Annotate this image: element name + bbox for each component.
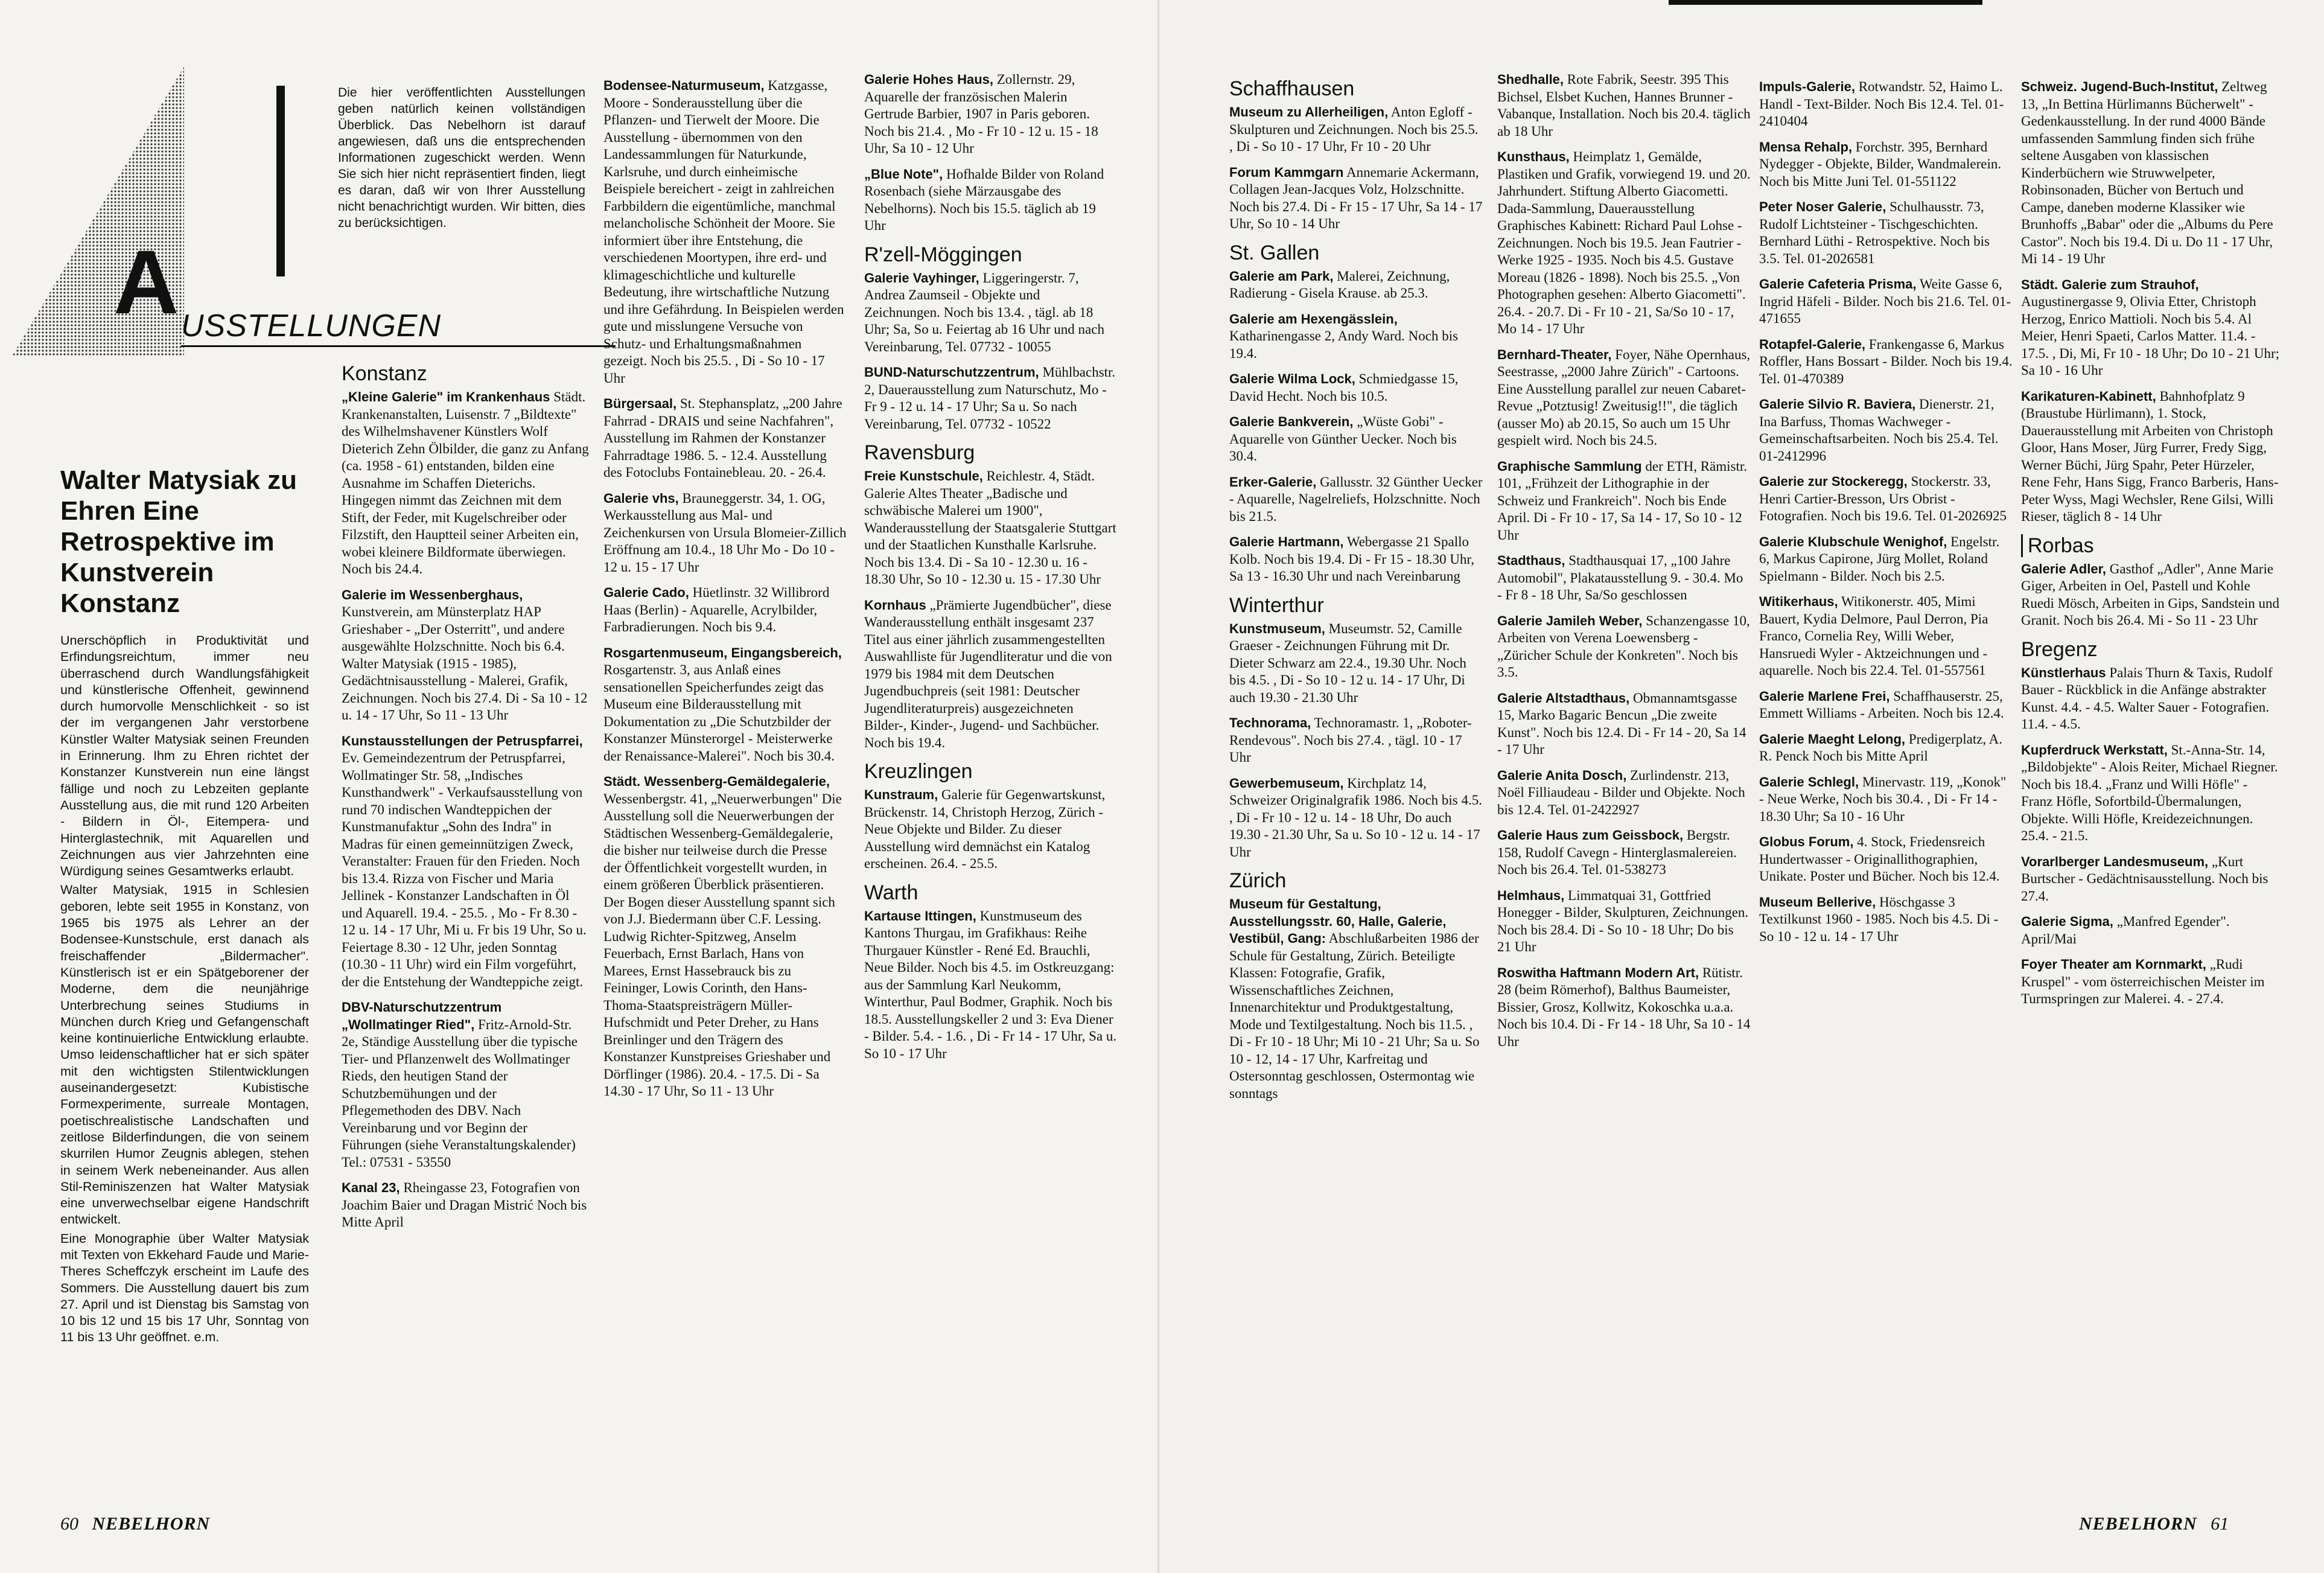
listing-text: Brauneggerstr. 34, 1. OG, Werkausstellung aus Mal- und Zeichenkursen von Ursula Blomeier-Zillich Eröffnung am 10.4., 18 Uhr Mo - Do 10 - 12 u. 15 - 17 Uhr	[603, 490, 847, 575]
listings-column-1	[342, 356, 589, 1240]
city-heading: Bregenz	[2021, 637, 2098, 661]
listings-column-7	[2021, 78, 2281, 1016]
listing-entry	[1759, 396, 2013, 465]
listing-text: Schanzengasse 10, Arbeiten von Verena Loewensberg - „Züricher Schule der Konkreten". Noch bis 3.5.	[1497, 613, 1750, 680]
listing-text: Kirchplatz 14, Schweizer Originalgrafik 1986. Noch bis 4.5. , Di - Fr 10 - 12 u. 14 - 18 Uhr, Do auch 19.30 - 21.30 Uhr, Sa u. So 10 - 12 u. 14 - 17 Uhr	[1229, 775, 1483, 860]
venue-name: Galerie Anita Dosch,	[1497, 767, 1627, 783]
venue-name: Galerie Wilma Lock,	[1229, 371, 1355, 386]
listing-text: Kunstmuseum des Kantons Thurgau, im Grafikhaus: Reihe Thurgauer Künstler - René Ed. Brauchli, Neue Bilder. Noch bis 4.5. im Ostkreuzgang: aus der Sammlung Karl Neukomm, Winterthur, Paul Bodmer, Graphik. Noch bis 18.5. Ausstellungskeller 2 und 3: Eva Diener - Bilder. 5.4. - 1.6. , Di - Fr 14 - 17 Uhr, Sa u. So 10 - 17 Uhr	[864, 908, 1117, 1061]
venue-name: Shedhalle,	[1497, 72, 1564, 87]
venue-name: Galerie Cafeteria Prisma,	[1759, 276, 1917, 292]
listing-entry	[1759, 139, 2013, 191]
venue-name: Galerie vhs,	[603, 490, 679, 506]
listing-entry	[864, 71, 1118, 158]
listing-entry	[2021, 742, 2281, 845]
listings-column-6	[1759, 78, 2013, 954]
listing-text: „Manfred Egender". April/Mai	[2021, 914, 2230, 946]
city-heading: Winterthur	[1229, 593, 1324, 617]
venue-name: Kunsthaus,	[1497, 149, 1570, 164]
listings-column-2	[603, 77, 848, 1109]
listing-entry	[1497, 887, 1751, 956]
listing-text: Malerei, Zeichnung, Radierung - Gisela Krause. ab 25.3.	[1229, 268, 1450, 301]
listing-entry	[1229, 621, 1483, 707]
article-paragraph: Walter Matysiak, 1915 in Schlesien geboren, lebte seit 1955 in Konstanz, von 1965 bis 1975 als Lehrer an der Bodensee-Kunstschule, erst danach als freischaffender „Bildermacher". Künstlerisch ist er ein Spätgeborener der Moderne, dem die neunjährige Unterbrechung seines Studiums in München durch Krieg und Gefangenschaft keine kontinuierliche Entwicklung erlaubte. Umso leidenschaftlicher hat er sich später mit den wichtigsten Stilentwicklungen auseinandergesetzt: Kubistische Formexperimente, surreale Montagen, poetischrealistische Landschaften und zeitlose Bilderfindungen, die von seinem skurrilen Humor Zeugnis ablegen, stehen in seinem Werk nebeneinander. Aus allen Stil-Reminiszenzen hat Walter Matysiak eine unverwechselbar eigene Handschrift entwickelt.	[60, 882, 309, 1227]
listing-text: Foyer, Nähe Opernhaus, Seestrasse, „2000 Jahre Zürich" - Cartoons. Eine Ausstellung parallel zur neuen Cabaret-Revue „Potztusig! Zweitusig!!", die täglich (ausser Mo) ab 20.15, So auch um 15 Uhr gespielt wird. Noch bis 24.5.	[1497, 346, 1751, 448]
venue-name: Kupferdruck Werkstatt,	[2021, 742, 2168, 758]
listing-entry	[1497, 346, 1751, 450]
listing-entry	[342, 1179, 589, 1231]
vertical-rule	[276, 86, 285, 276]
listing-entry	[1497, 552, 1751, 604]
venue-name: Galerie Silvio R. Baviera,	[1759, 397, 1916, 412]
listing-text: Reichlestr. 4, Städt. Galerie Altes Theater „Badische und schwäbische Malerei um 1900", Wanderausstellung der Staatsgalerie Stuttgart und der Staatlichen Kunsthalle Karlsruhe. Noch bis 13.4. Di - Sa 10 - 12.30 u. 16 - 18.30 Uhr, So 10 - 12.30 u. 15 - 17.30 Uhr	[864, 468, 1116, 587]
listing-entry	[342, 733, 589, 991]
left-page-footer	[60, 1514, 210, 1534]
listings-column-5	[1497, 71, 1751, 1059]
venue-name: Museum zu Allerheiligen,	[1229, 104, 1389, 120]
venue-name: Freie Kunstschule,	[864, 468, 983, 483]
venue-name: Erker-Galerie,	[1229, 474, 1317, 490]
listing-entry	[1229, 164, 1483, 233]
magazine-name: NEBELHORN	[92, 1514, 211, 1534]
listing-entry	[1497, 767, 1751, 819]
listing-text: Abschlußarbeiten 1986 der Schule für Gestaltung, Zürich. Beteiligte Klassen: Fotografie, Grafik, Wissenschaftliches Zeichnen, Innenarchitektur und Produktgestaltung, Mode und Textilgestaltung. Noch bis 11.5. , Di - Fr 10 - 18 Uhr; Mi 10 - 21 Uhr; Sa u. So 10 - 12, 14 - 17 Uhr, Karfreitag und Ostersonntag geschlossen, Ostermontag wie sonntags	[1229, 931, 1480, 1101]
listing-entry	[1229, 413, 1483, 465]
city-heading: St. Gallen	[1229, 241, 1320, 264]
listing-entry	[2021, 956, 2281, 1008]
listing-entry	[864, 468, 1118, 589]
listing-text: Schmiedgasse 15, David Hecht. Noch bis 10.5.	[1229, 371, 1459, 404]
right-page	[1162, 0, 2324, 1573]
listing-entry	[1497, 458, 1751, 544]
listing-entry	[1759, 774, 2013, 826]
listing-text: Schaffhauserstr. 25, Emmett Williams - Arbeiten. Noch bis 12.4.	[1759, 688, 2004, 721]
listing-entry	[1759, 534, 2013, 585]
section-title: USSTELLUNGEN	[181, 308, 441, 343]
venue-name: DBV-Naturschutzzentrum „Wollmatinger Ried",	[342, 1000, 502, 1032]
listing-text: Gallusstr. 32 Günther Uecker - Aquarelle, Nagelreliefs, Holzschnitte. Noch bis 21.5.	[1229, 474, 1483, 524]
listing-text: Minervastr. 119, „Konok" - Neue Werke, Noch bis 30.4. , Di - Fr 14 - 18.30 Uhr; Sa 10 - 16 Uhr	[1759, 774, 2007, 824]
listing-entry	[1229, 104, 1483, 156]
intro-note: Die hier veröffentlichten Ausstellungen geben natürlich keinen vollständigen Überblick. Das Nebelhorn ist darauf angewiesen, daß uns die entsprechenden Informationen zugeschickt werden. Wenn Sie sich hier nicht repräsentiert finden, liegt es daran, daß wir von Ihrer Ausstellung nicht benachrichtigt wurden. Wir bitten, dies zu berücksichtigen.	[338, 86, 585, 230]
venue-name: Bodensee-Naturmuseum,	[603, 78, 765, 93]
listing-text: Bahnhofplatz 9 (Braustube Hürlimann), 1. Stock, Dauerausstellung mit Arbeiten von Christoph Gloor, Hans Moser, Jürg Furrer, Fredy Sigg, Werner Büchi, Jürg Spahr, Peter Hürzeler, Rene Fehr, Hans Sigg, Franco Barberis, Hans-Peter Wyss, Magi Wechsler, Rene Gilsi, Willi Rieser, täglich 8 - 14 Uhr	[2021, 388, 2279, 524]
listing-text: Galerie für Gegenwartskunst, Brückenstr. 14, Christoph Herzog, Zürich - Neue Objekte und Bilder. Zu dieser Ausstellung wird demnächst ein Katalog erscheinen. 26.4. - 25.5.	[864, 787, 1106, 871]
listing-entry	[1229, 268, 1483, 302]
listing-entry	[2021, 388, 2281, 526]
listing-text: Rheingasse 23, Fotografien von Joachim Baier und Dragan Mistrić Noch bis Mitte April	[342, 1180, 587, 1230]
venue-name: Städt. Wessenberg-Gemäldegalerie,	[603, 774, 830, 789]
venue-name: Bernhard-Theater,	[1497, 346, 1612, 362]
listing-text: Zeltweg 13, „In Bettina Hürlimanns Bücherwelt" - Gedenkausstellung. In der rund 4000 Bände umfassenden Sammlung finden sich frühe seltene Ausgaben von klassischen Kinderbüchern wie Struwwelpeter, Robinsonaden, Bücher von Bertuch und Campe, daneben moderne Klassiker wie Brunhoffs „Babar" oder die „Albums du Pere Castor". Noch bis 19.4. Di u. Do 11 - 17 Uhr, Mi 14 - 19 Uhr	[2021, 79, 2273, 266]
listing-text: Engelstr. 6, Markus Capirone, Jürg Mollet, Roland Spielmann - Bilder. Noch bis 2.5.	[1759, 534, 2000, 584]
listing-text: Wessenbergstr. 41, „Neuerwerbungen" Die Ausstellung soll die Neuerwerbungen der Städtischen Wessenberg-Gemäldegalerie, die bisher nur teilweise durch die Presse der Öffentlichkeit vorgestellt wurden, in einem größeren Überblick präsentieren. Der Bogen dieser Ausstellung spannt sich von J.J. Biedermann über C.F. Lessing. Ludwig Richter-Spitzweg, Anselm Feuerbach, Ernst Barlach, Hans von Marees, Ernst Hassebrauck bis zu Feininger, Lowis Corinth, den Hans-Thoma-Staatspreisträgern Müller-Hufschmidt und Peter Dreher, zu Hans Breinlinger und den Trägern des Konstanzer Kunstpreises Grieshaber und Dörflinger (1986). 20.4. - 17.5. Di - Sa 14.30 - 17 Uhr, So 11 - 13 Uhr	[603, 791, 842, 1099]
venue-name: Globus Forum,	[1759, 834, 1854, 849]
venue-name: Galerie im Wessenberghaus,	[342, 587, 523, 602]
listing-entry	[1759, 78, 2013, 130]
listing-text: Obmannamtsgasse 15, Marko Bagaric Bencun „Die zweite Kunst". Noch bis 12.4. Di - Fr 14 - 20, Sa 14 - 17 Uhr	[1497, 690, 1746, 757]
listing-text: Limmatquai 31, Gottfried Honegger - Bilder, Skulpturen, Zeichnungen. Noch bis 28.4. Di - So 10 - 18 Uhr; Do bis 21 Uhr	[1497, 887, 1749, 954]
listing-text: Stadthausquai 17, „100 Jahre Automobil", Plakatausstellung 9. - 30.4. Mo - Fr 8 - 18 Uhr, Sa/So geschlossen	[1497, 553, 1743, 602]
listing-entry	[2021, 665, 2281, 733]
listing-text: Rosgartenstr. 3, aus Anlaß eines sensationellen Speicherfundes zeigt das Museum eine Bilderausstellung mit Dokumentation zu „Die Schutzbilder der Konstanzer Münsterorgel - Meisterwerke der Renaissance-Malerei". Noch bis 30.4.	[603, 662, 835, 764]
right-page-footer	[2079, 1514, 2229, 1534]
listing-text: Zollernstr. 29, Aquarelle der französischen Malerin Gertrude Barbier, 1907 in Paris geboren. Noch bis 21.4. , Mo - Fr 10 - 12 u. 15 - 18 Uhr, Sa 10 - 12 Uhr	[864, 72, 1098, 156]
city-heading: Kreuzlingen	[864, 760, 973, 783]
listing-text: Technoramastr. 1, „Roboter-Rendevous". Noch bis 27.4. , tägl. 10 - 17 Uhr	[1229, 715, 1472, 765]
venue-name: Rotapfel-Galerie,	[1759, 336, 1866, 352]
article-paragraph: Eine Monographie über Walter Matysiak mit Texten von Ekkehard Faude und Marie-Theres Scheffczyk erscheint im Laufe des Sommers. Die Ausstellung dauert bis zum 27. April und ist Dienstag bis Samstag von 10 bis 12 und 15 bis 17 Uhr, Sonntag von 11 bis 13 Uhr geöffnet. e.m.	[60, 1231, 309, 1345]
venue-name: „Blue Note",	[864, 166, 943, 182]
listing-entry	[1759, 336, 2013, 388]
listing-entry	[603, 773, 848, 1100]
page-number: 60	[60, 1514, 78, 1534]
venue-name: Karikaturen-Kabinett,	[2021, 388, 2156, 404]
venue-name: Galerie Hohes Haus,	[864, 72, 993, 87]
listing-text: der ETH, Rämistr. 101, „Frühzeit der Lithographie in der Schweiz und Frankreich". Noch bis Ende April. Di - Fr 10 - 17, Sa 14 - 17, So 10 - 12 Uhr	[1497, 458, 1748, 543]
listing-text: „Kurt Burtscher - Gedächtnisausstellung. Noch bis 27.4.	[2021, 854, 2268, 904]
listing-text: Rütistr. 28 (beim Römerhof), Balthus Baumeister, Bissier, Grosz, Kollwitz, Kokoschka u.a.a. Noch bis 10.4. Di - Fr 14 - 18 Uhr, Sa 10 - 14 Uhr	[1497, 965, 1751, 1049]
listing-entry	[1759, 473, 2013, 525]
listing-entry	[1759, 834, 2013, 885]
venue-name: Galerie Klubschule Wenighof,	[1759, 534, 1947, 549]
listing-entry	[1229, 311, 1483, 363]
listing-entry	[1759, 731, 2013, 765]
venue-name: Galerie Haus zum Geissbock,	[1497, 828, 1684, 843]
article-headline: Walter Matysiak zu Ehren Eine Retrospektive im Kunstverein Konstanz	[60, 465, 298, 618]
listing-entry	[603, 77, 848, 387]
listing-entry	[1497, 965, 1751, 1051]
venue-name: Galerie Jamileh Weber,	[1497, 613, 1643, 628]
venue-name: Helmhaus,	[1497, 887, 1565, 903]
listing-entry	[1229, 775, 1483, 861]
city-heading: Warth	[864, 881, 918, 904]
venue-name: Kanal 23,	[342, 1180, 400, 1195]
venue-name: Kunstmuseum,	[1229, 621, 1325, 636]
listing-text: 4. Stock, Friedensreich Hundertwasser - Originallithographien, Unikate. Poster und Bücher. Noch bis 12.4.	[1759, 834, 2000, 884]
listing-entry	[342, 587, 589, 724]
listing-text: Webergasse 21 Spallo Kolb. Noch bis 19.4. Di - Fr 15 - 18.30 Uhr, Sa 13 - 16.30 Uhr und nach Vereinbarung	[1229, 534, 1475, 584]
listing-text: Bergstr. 158, Rudolf Cavegn - Hinterglasmalereien. Noch bis 26.4. Tel. 01-538273	[1497, 828, 1737, 877]
listing-text: „Rudi Kruspel" - vom österreichischen Meister im Turmspringen zur Malerei. 4. - 27.4.	[2021, 957, 2265, 1006]
listing-entry	[1497, 148, 1751, 338]
listing-entry	[1229, 534, 1483, 585]
listing-entry	[1229, 371, 1483, 405]
listing-text: Hüetlinstr. 32 Willibrord Haas (Berlin) - Aquarelle, Acrylbilder, Farbradierungen. Noch bis 9.4.	[603, 585, 830, 634]
listing-entry	[2021, 561, 2281, 630]
venue-name: Technorama,	[1229, 715, 1311, 730]
listing-text: Predigerplatz, A. R. Penck Noch bis Mitte April	[1759, 731, 2003, 764]
listing-entry	[864, 597, 1118, 752]
listing-text: Rote Fabrik, Seestr. 395 This Bichsel, Elsbet Kuchen, Hannes Brunner - Vabanque, Installation. Noch bis 20.4. täglich ab 18 Uhr	[1497, 72, 1751, 139]
listing-text: Katzgasse, Moore - Sonderausstellung über die Pflanzen- und Tierwelt der Moore. Die Ausstellung - übernommen von den Landessammlungen für Naturkunde, Karlsruhe, und durch einheimische Beispiele bereichert - zeigt in zahlreichen Farbbildern die eigentümliche, manchmal melancholische Schönheit der Moore. Sie informiert über ihre Entstehung, die verschiedenen Moortypen, ihre erd- und klimageschichtliche und kulturelle Bedeutung, ihre wirtschaftliche Nutzung und ihre Gefährdung. In Beispielen werden gute und misslungene Versuche von Schutz- und Erhaltungsmaßnahmen gezeigt. Noch bis 25.5. , Di - So 10 - 17 Uhr	[603, 78, 844, 386]
article-paragraph: Unerschöpflich in Produktivität und Erfindungsreichtum, immer neu überraschend durch Wandlungsfähigkeit und künstlerische Offenheit, gewinnend durch humorvolle Menschlichkeit - so ist der im vergangenen Jahr verstorbene Künstler Walter Matysiak seinen Freunden in Erinnerung. Ihm zu Ehren richtet der Konstanzer Kunstverein nun eine längst fällige und noch zu Lebzeiten geplante Ausstellung aus, die mit rund 120 Arbeiten - Bildern in Öl-, Eitempera- und Hinterglastechnik, mit Aquarellen und Zeichnungen aus vier Jahrzehnten eine Würdigung seines Gesamtwerks erlaubt.	[60, 633, 309, 879]
city-heading: Schaffhausen	[1229, 77, 1355, 100]
venue-name: Impuls-Galerie,	[1759, 79, 1855, 94]
listing-entry	[1497, 827, 1751, 879]
venue-name: Künstlerhaus	[2021, 665, 2106, 680]
listing-text: Museumstr. 52, Camille Graeser - Zeichnungen Führung mit Dr. Dieter Schwarz am 22.4., 19.30 Uhr. Noch bis 4.5. , Di - So 10 - 12 u. 14 - 17 Uhr, Di auch 19.30 - 21.30 Uhr	[1229, 621, 1466, 705]
listing-entry	[2021, 276, 2281, 380]
listing-entry	[1229, 474, 1483, 526]
listing-entry	[1497, 613, 1751, 681]
venue-name: Galerie Maeght Lelong,	[1759, 731, 1906, 747]
venue-name: Kunstausstellungen der Petruspfarrei,	[342, 733, 583, 748]
venue-name: Kornhaus	[864, 597, 926, 613]
listing-entry	[603, 490, 848, 576]
listing-entry	[864, 364, 1118, 433]
venue-name: Stadthaus,	[1497, 553, 1565, 568]
city-heading: Zürich	[1229, 869, 1287, 892]
venue-name: Rosgartenmuseum, Eingangsbereich,	[603, 645, 842, 660]
listing-text: Weite Gasse 6, Ingrid Häfeli - Bilder. Noch bis 21.6. Tel. 01-471655	[1759, 276, 2011, 326]
listing-entry	[342, 999, 589, 1171]
listing-entry	[2021, 913, 2281, 948]
listing-text: „Prämierte Jugendbücher", diese Wanderausstellung enthält insgesamt 237 Titel aus einer jährlich zusammengestellten Auswahlliste für Jugendliteratur und die von 1979 bis 1984 mit dem Deutschen Jugendbuchpreis (seit 1981: Deutscher Jugendliteraturpreis) ausgezeichneten Bilder-, Kinder-, Jugend- und Sachbücher. Noch bis 19.4.	[864, 597, 1112, 750]
listing-entry	[1759, 894, 2013, 946]
listing-entry	[603, 645, 848, 765]
section-title-underline	[181, 345, 616, 347]
listing-text: Frankengasse 6, Markus Roffler, Hans Bossart - Bilder. Noch bis 19.4. Tel. 01-470389	[1759, 336, 2013, 386]
listing-text: „Wüste Gobi" - Aquarelle von Günther Uecker. Noch bis 30.4.	[1229, 414, 1457, 464]
venue-name: Foyer Theater am Kornmarkt,	[2021, 957, 2206, 972]
venue-name: Galerie Marlene Frei,	[1759, 688, 1890, 704]
city-heading: Ravensburg	[864, 441, 975, 464]
listing-text: Heimplatz 1, Gemälde, Plastiken und Grafik, vorwiegend 19. und 20. Jahrhundert. Stiftung Alberto Giacometti. Dada-Sammlung, Dauerausstellung Graphisches Kabinett: Richard Paul Lohse - Zeichnungen. Noch bis 19.5. Jean Fautrier - Werke 1925 - 1935. Noch bis 4.5. Gustave Moreau (1826 - 1898). Noch bis 25.5. „Von Photographen gesehen: Alberto Giacometti". 26.4. - 20.7. Di - Fr 10 - 21, Sa/So 10 - 17, Mo 14 - 17 Uhr	[1497, 149, 1751, 336]
listings-column-4	[1229, 71, 1483, 1111]
article-body	[60, 633, 309, 1348]
listing-text: Stockerstr. 33, Henri Cartier-Bresson, Urs Obrist - Fotografien. Noch bis 19.6. Tel. 01-2026925	[1759, 474, 2007, 523]
venue-name: „Kleine Galerie" im Krankenhaus	[342, 389, 550, 404]
venue-name: Kunstraum,	[864, 787, 938, 802]
listing-text: Hofhalde Bilder von Roland Rosenbach (siehe Märzausgabe des Nebelhorns). Noch bis 15.5. täglich ab 19 Uhr	[864, 166, 1104, 233]
listing-text: Schulhausstr. 73, Rudolf Lichtsteiner - Tischgeschichten. Bernhard Lüthi - Retrospektive. Noch bis 3.5. Tel. 01-2026581	[1759, 199, 1990, 266]
listing-text: St.-Anna-Str. 14, „Bildobjekte" - Alois Reiter, Michael Riegner. Noch bis 18.4. „Franz und Willi Höfle" - Franz Höfle, Sofortbild-Übermalungen, Objekte. Willi Höfle, Kreidezeichnungen. 25.4. - 21.5.	[2021, 742, 2278, 843]
venue-name: Gewerbemuseum,	[1229, 775, 1344, 791]
listing-entry	[2021, 78, 2281, 268]
city-heading: Konstanz	[342, 362, 427, 385]
venue-name: Forum Kammgarn	[1229, 164, 1344, 180]
venue-name: Galerie am Hexengässlein,	[1229, 311, 1398, 327]
listing-text: Palais Thurn & Taxis, Rudolf Bauer - Rückblick in die Anfänge abstrakter Kunst. 4.4. - 4.5. Walter Sauer - Fotografien. 11.4. - 4.5.	[2021, 665, 2273, 732]
listing-entry	[342, 389, 589, 578]
venue-name: Graphische Sammlung	[1497, 458, 1642, 474]
top-edge-mark	[1669, 0, 1982, 5]
city-heading: Rorbas	[2021, 534, 2281, 557]
venue-name: Kartause Ittingen,	[864, 908, 976, 924]
listing-text: Zurlindenstr. 213, Noël Filliaudeau - Bilder und Objekte. Noch bis 12.4. Tel. 01-2422927	[1497, 767, 1745, 817]
venue-name: Galerie Adler,	[2021, 561, 2107, 576]
venue-name: BUND-Naturschutzzentrum,	[864, 365, 1039, 380]
venue-name: Städt. Galerie zum Strauhof,	[2021, 276, 2199, 292]
venue-name: Galerie zur Stockeregg,	[1759, 474, 1908, 489]
listing-text: Augustinergasse 9, Olivia Etter, Christoph Herzog, Enrico Mattioli. Noch bis 5.4. Al Meier, Henri Spaeti, Carlos Matter. 11.4. - 17.5. , Di, Mi, Fr 10 - 18 Uhr; Do 10 - 21 Uhr; Sa 10 - 16 Uhr	[2021, 294, 2280, 378]
listing-text: Mühlbachstr. 2, Dauerausstellung zum Naturschutz, Mo - Fr 9 - 12 u. 14 - 17 Uhr; Sa u. So nach Vereinbarung, Tel. 07732 - 10522	[864, 365, 1116, 432]
city-heading: R'zell-Möggingen	[864, 243, 1022, 266]
listing-entry	[603, 395, 848, 482]
listing-text: Kunstverein, am Münsterplatz HAP Grieshaber - „Der Osterritt", und andere ausgewählte Holzschnitte. Noch bis 6.4. Walter Matysiak (1915 - 1985), Gedächtnisausstellung - Malerei, Grafik, Zeichnungen. Noch bis 27.4. Di - Sa 10 - 12 u. 14 - 17 Uhr, So 11 - 13 Uhr	[342, 604, 588, 723]
listing-text: Rotwandstr. 52, Haimo L. Handl - Text-Bilder. Noch Bis 12.4. Tel. 01-2410404	[1759, 79, 2004, 129]
listing-entry	[864, 166, 1118, 235]
listing-entry	[1759, 276, 2013, 328]
listing-text: Höschgasse 3 Textilkunst 1960 - 1985. Noch bis 4.5. Di - So 10 - 12 u. 14 - 17 Uhr	[1759, 894, 1999, 944]
venue-name: Peter Noser Galerie,	[1759, 199, 1886, 214]
listing-text: Dienerstr. 21, Ina Barfuss, Thomas Wachweger - Gemeinschaftsarbeiten. Noch bis 25.4. Tel. 01-2412996	[1759, 397, 1999, 464]
listings-column-3	[864, 71, 1118, 1071]
venue-name: Museum Bellerive,	[1759, 894, 1876, 910]
venue-name: Bürgersaal,	[603, 396, 677, 411]
listing-entry	[1229, 896, 1483, 1102]
venue-name: Galerie Altstadthaus,	[1497, 690, 1630, 706]
listing-entry	[1759, 593, 2013, 680]
venue-name: Galerie Cado,	[603, 585, 689, 600]
venue-name: Mensa Rehalp,	[1759, 139, 1853, 155]
listing-entry	[1229, 715, 1483, 767]
listing-text: Städt. Krankenanstalten, Luisenstr. 7 „Bildtexte" des Wilhelmshavener Künstlers Wolf Dieterich Zehn Ölbilder, die ganz zu Anfang (ca. 1958 - 61) entstanden, bilden eine Ausnahme im Schaffen Dieterichs. Hingegen nimmt das Zeichnen mit dem Stift, der Feder, mit Kugelschreiber oder Filzstift, den Hauptteil seiner Arbeiten ein, wobei kleinere Bildformate überwiegen. Noch bis 24.4.	[342, 389, 589, 576]
section-initial-letter: A	[113, 231, 179, 333]
venue-name: Roswitha Haftmann Modern Art,	[1497, 965, 1699, 980]
venue-name: Galerie Bankverein,	[1229, 414, 1354, 429]
listing-entry	[603, 584, 848, 636]
listing-text: Witikonerstr. 405, Mimi Bauert, Kydia Delmore, Paul Derron, Pia Franco, Cornelia Rey, Willi Weber, Hansruedi Wyler - Aktzeichnungen und -aquarelle. Noch bis 22.4. Tel. 01-557561	[1759, 594, 1988, 678]
venue-name: Galerie Schlegl,	[1759, 774, 1859, 790]
venue-name: Galerie am Park,	[1229, 268, 1334, 284]
listing-text: St. Stephansplatz, „200 Jahre Fahrrad - DRAIS und seine Nachfahren", Ausstellung im Rahmen der Konstanzer Fahrradtage 1986. 5. - 12.4. Ausstellung des Fotoclubs Fontainebleau. 20. - 26.4.	[603, 396, 842, 480]
listing-entry	[864, 787, 1118, 873]
venue-name: Galerie Hartmann,	[1229, 534, 1344, 549]
listing-text: Annemarie Ackermann, Collagen Jean-Jacques Volz, Holzschnitte. Noch bis 27.4. Di - Fr 15 - 17 Uhr, Sa 14 - 17 Uhr, So 10 - 14 Uhr	[1229, 164, 1483, 231]
listing-entry	[1497, 690, 1751, 759]
venue-name: Vorarlberger Landesmuseum,	[2021, 854, 2209, 869]
listing-text: Katharinengasse 2, Andy Ward. Noch bis 19.4.	[1229, 328, 1459, 361]
venue-name: Galerie Sigma,	[2021, 914, 2113, 929]
venue-name: Schweiz. Jugend-Buch-Institut,	[2021, 79, 2218, 94]
listing-entry	[1759, 688, 2013, 723]
venue-name: Witikerhaus,	[1759, 594, 1838, 609]
listing-text: Gasthof „Adler", Anne Marie Giger, Arbeiten in Oel, Pastell und Kohle Ruedi Mösch, Arbeiten in Gips, Sandstein und Granit. Noch bis 26.4. Mi - So 11 - 23 Uhr	[2021, 561, 2280, 628]
listing-entry	[864, 908, 1118, 1063]
listing-text: Liggeringerstr. 7, Andrea Zaumseil - Objekte und Zeichnungen. Noch bis 13.4. , tägl. ab 18 Uhr; Sa, So u. Feiertag ab 16 Uhr und nach Vereinbarung, Tel. 07732 - 10055	[864, 270, 1104, 354]
listing-text: Ev. Gemeindezentrum der Petruspfarrei, Wollmatinger Str. 58, „Indisches Kunsthandwerk" - Verkaufsausstellung von rund 70 indischen Wandteppichen der Kunstmanufaktur „Sohn des Indra" in Madras für einen gemeinnützigen Zweck, Veranstalter: Frauen für den Frieden. Noch bis 13.4. Rizza von Fischer und Maria Jellinek - Konstanzer Landschaften in Öl und Aquarell. 19.4. - 25.5. , Mo - Fr 8.30 - 12 u. 14 - 17 Uhr, Mi u. Fr bis 19 Uhr, So u. Feiertage 8.30 - 12 Uhr, jeden Sonntag (10.30 - 11 Uhr) wird ein Film vorgeführt, der die Entstehung der Wandteppiche zeigt.	[342, 750, 587, 989]
listing-text: Forchstr. 395, Bernhard Nydegger - Objekte, Bilder, Wandmalerein. Noch bis Mitte Juni Tel. 01-551122	[1759, 139, 2002, 189]
venue-name: Galerie Vayhinger,	[864, 270, 979, 286]
venue-name: Museum für Gestaltung, Ausstellungsstr. 60, Halle, Galerie, Vestibül, Gang:	[1229, 896, 1447, 946]
listing-entry	[864, 270, 1118, 356]
listing-text: Fritz-Arnold-Str. 2e, Ständige Ausstellung über die typische Tier- und Pflanzenwelt des Wollmatinger Rieds, den heutigen Stand der Schutzbemühungen und der Pflegemethoden des DBV. Nach Vereinbarung und vor Beginn der Führungen (siehe Veranstaltungskalender) Tel.: 07531 - 53550	[342, 1016, 578, 1170]
listing-entry	[2021, 854, 2281, 905]
listing-entry	[1759, 199, 2013, 267]
listing-entry	[1497, 71, 1751, 140]
page-number: 61	[2211, 1514, 2229, 1534]
listing-text: Anton Egloff - Skulpturen und Zeichnungen. Noch bis 25.5. , Di - So 10 - 17 Uhr, Fr 10 - 20 Uhr	[1229, 104, 1479, 154]
magazine-name: NEBELHORN	[2079, 1514, 2197, 1534]
